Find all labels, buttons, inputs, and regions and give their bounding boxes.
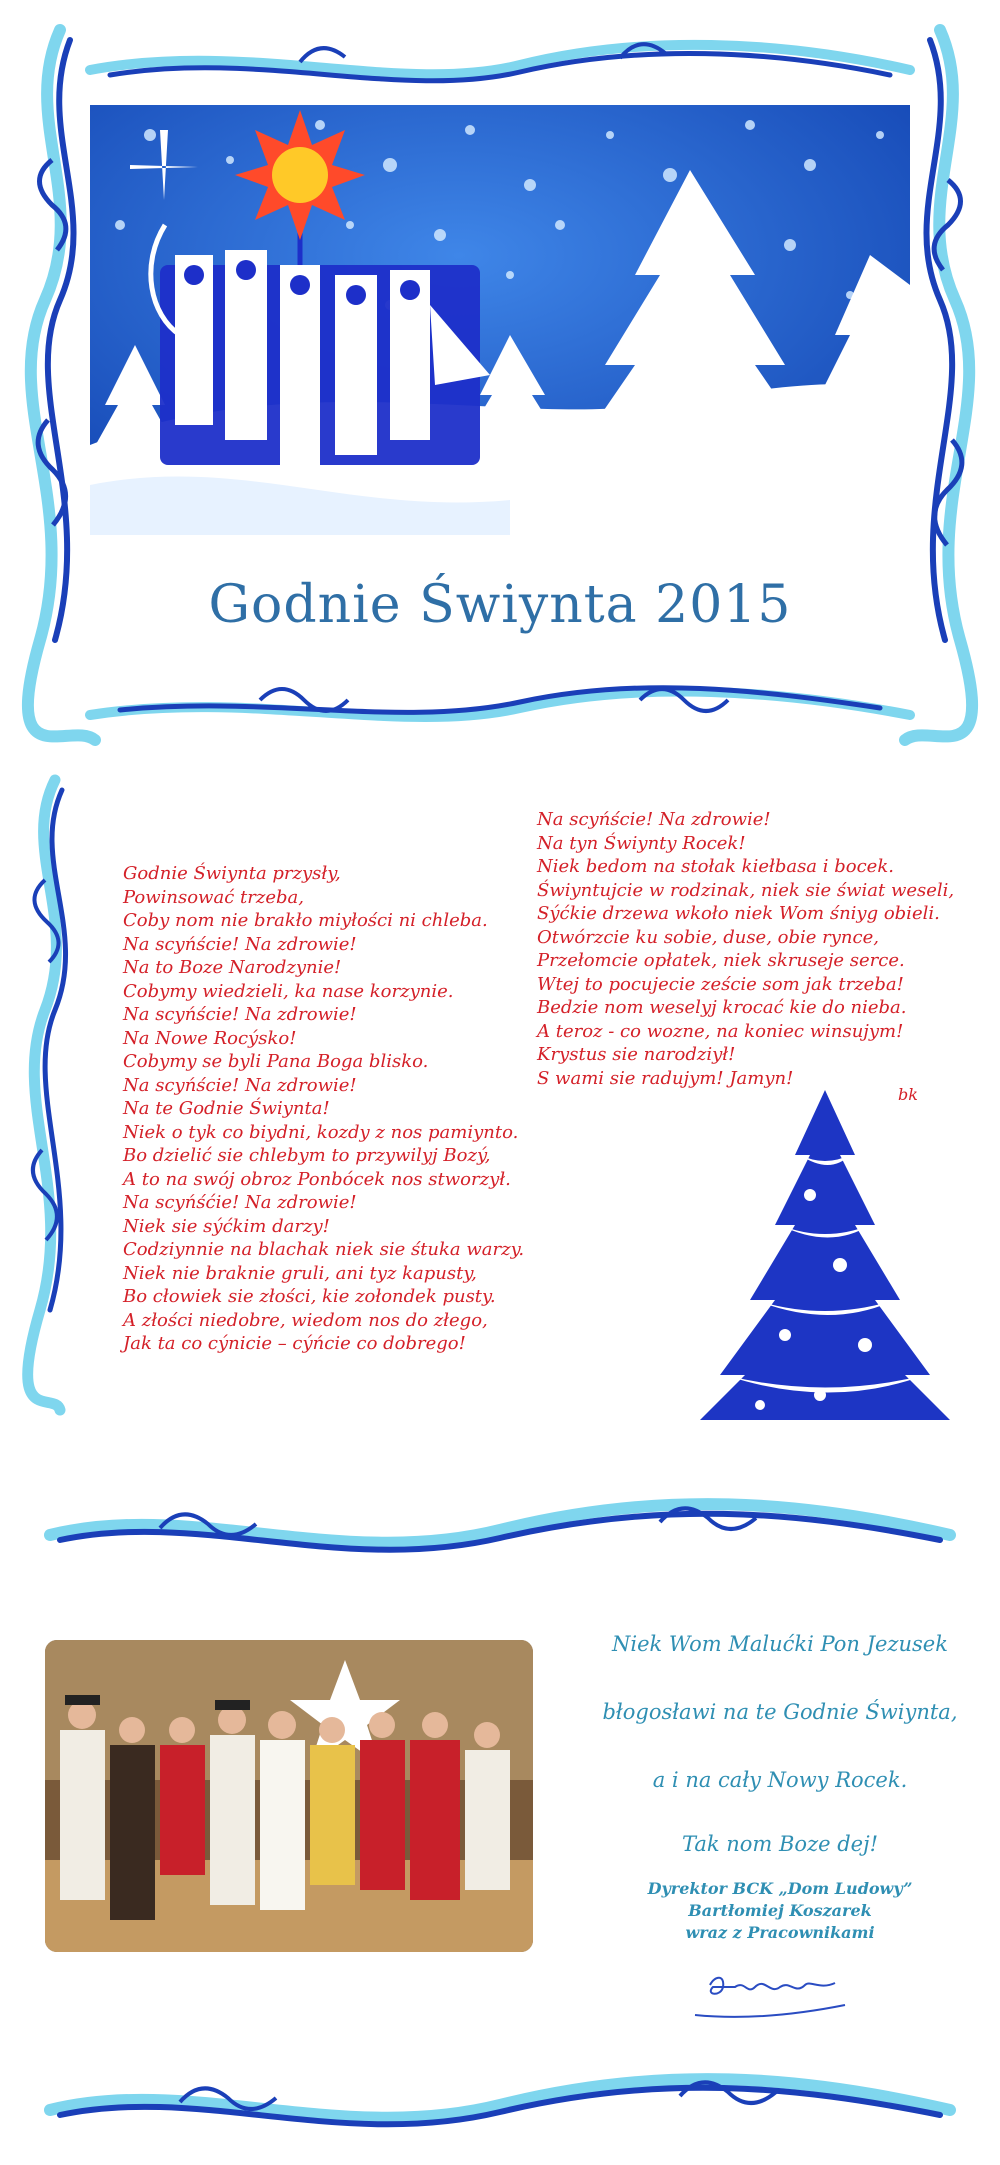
poem-left-line: Na scyńśćie! Na zdrowie! (123, 1192, 357, 1213)
poem-right-line: Wtej to pocujecie zeście som jak trzeba! (537, 973, 904, 995)
poem-left-line: Na te Godnie Świynta! (123, 1098, 330, 1119)
poem-left-line: Na scyńście! Na zdrowie! (123, 933, 357, 955)
poem-left-column (123, 862, 553, 1356)
poem-left-line: Powinsować trzeba, (123, 886, 304, 908)
wish-line-3: a i na cały Nowy Rocek. (652, 1768, 908, 1792)
poem-left-line: Cobymy se byli Pana Boga blisko. (123, 1051, 429, 1072)
poem-left-line: Niek nie braknie gruli, ani tyz kapusty, (123, 1262, 477, 1284)
ornamental-divider-bottom (40, 2060, 960, 2160)
poem-left-line: Na scyńście! Na zdrowie! (123, 1074, 357, 1096)
poem-left-line: Niek sie sýćkim darzy! (123, 1215, 330, 1237)
poem-right-line: Przełomcie opłatek, niek skruseje serce. (537, 950, 905, 971)
poem-right-line: Bedzie nom weselyj krocać kie do nieba. (537, 997, 907, 1018)
ornamental-swirl-left (0, 770, 100, 1420)
signature-staff: wraz z Pracownikami (685, 1923, 875, 1942)
poem-right-line: Sýćkie drzewa wkoło niek Wom śniyg obieli. (537, 903, 940, 924)
handwritten-signature (685, 1965, 855, 2025)
poem-left-line: Na to Boze Narodzynie! (123, 957, 342, 978)
poem-right-line: Krystus sie narodziył! (537, 1044, 736, 1065)
poem-right-line: Niek bedom na stołak kiełbasa i bocek. (537, 856, 894, 877)
wish-line-4: Tak nom Boze dej! (681, 1832, 879, 1856)
poem-left-line: Bo dzielić sie chlebym to przywilyj Bozý, (123, 1145, 491, 1166)
greeting-card-top (0, 0, 1000, 760)
poem-right-line: Otwórzcie ku sobie, duse, obie rynce, (537, 926, 879, 948)
card-title: Godnie Świynta 2015 (208, 575, 792, 635)
signature-name: Bartłomiej Koszarek (688, 1901, 872, 1920)
poem-left-line: Codziynnie na blachak niek sie śtuka warzy. (123, 1239, 525, 1260)
poem-left-line: Bo cłowiek sie złości, kie zołondek pusty. (123, 1286, 496, 1307)
snowy-christmas-tree (690, 1085, 960, 1430)
poem-right-column (537, 808, 977, 1090)
poem-left-line: Na scyńście! Na zdrowie! (123, 1004, 357, 1025)
poem-left-line: A to na swój obroz Ponbócek nos stworzył. (123, 1168, 511, 1190)
poem-left-line: Jak ta co cýnicie – cýńcie co dobrego! (123, 1333, 466, 1354)
poem-left-line: Niek o tyk co biydni, kozdy z nos pamiynto. (123, 1121, 519, 1143)
winter-banner-illustration (90, 105, 910, 535)
poem-right-line: Na scyńście! Na zdrowie! (537, 809, 771, 830)
poem-left-line: Na Nowe Rocýsko! (123, 1027, 297, 1049)
signature-title: Dyrektor BCK „Dom Ludowy” (647, 1879, 913, 1898)
group-photo (45, 1640, 533, 1952)
ornamental-divider-middle (40, 1490, 960, 1580)
poem-left-line: A złości niedobre, wiedom nos do złego, (123, 1309, 488, 1331)
poem-right-line: S wami sie radujym! Jamyn! (537, 1067, 794, 1089)
poem-left-line: Coby nom nie brakło miyłości ni chleba. (123, 910, 488, 931)
poem-right-line: Na tyn Świynty Rocek! (537, 832, 746, 854)
poem-left-line: Godnie Świynta przysły, (123, 863, 341, 884)
wish-line-2: błogosławi na te Godnie Świynta, (602, 1700, 958, 1724)
poem-right-line: A teroz - co wozne, na koniec winsujym! (537, 1020, 904, 1042)
poem-right-line: Świyntujcie w rodzinak, niek sie świat weseli, (537, 879, 955, 901)
wish-line-1: Niek Wom Malućki Pon Jezusek (612, 1632, 948, 1656)
poem-left-line: Cobymy wiedzieli, ka nase korzynie. (123, 980, 454, 1002)
author-initials: bk (898, 1085, 918, 1104)
